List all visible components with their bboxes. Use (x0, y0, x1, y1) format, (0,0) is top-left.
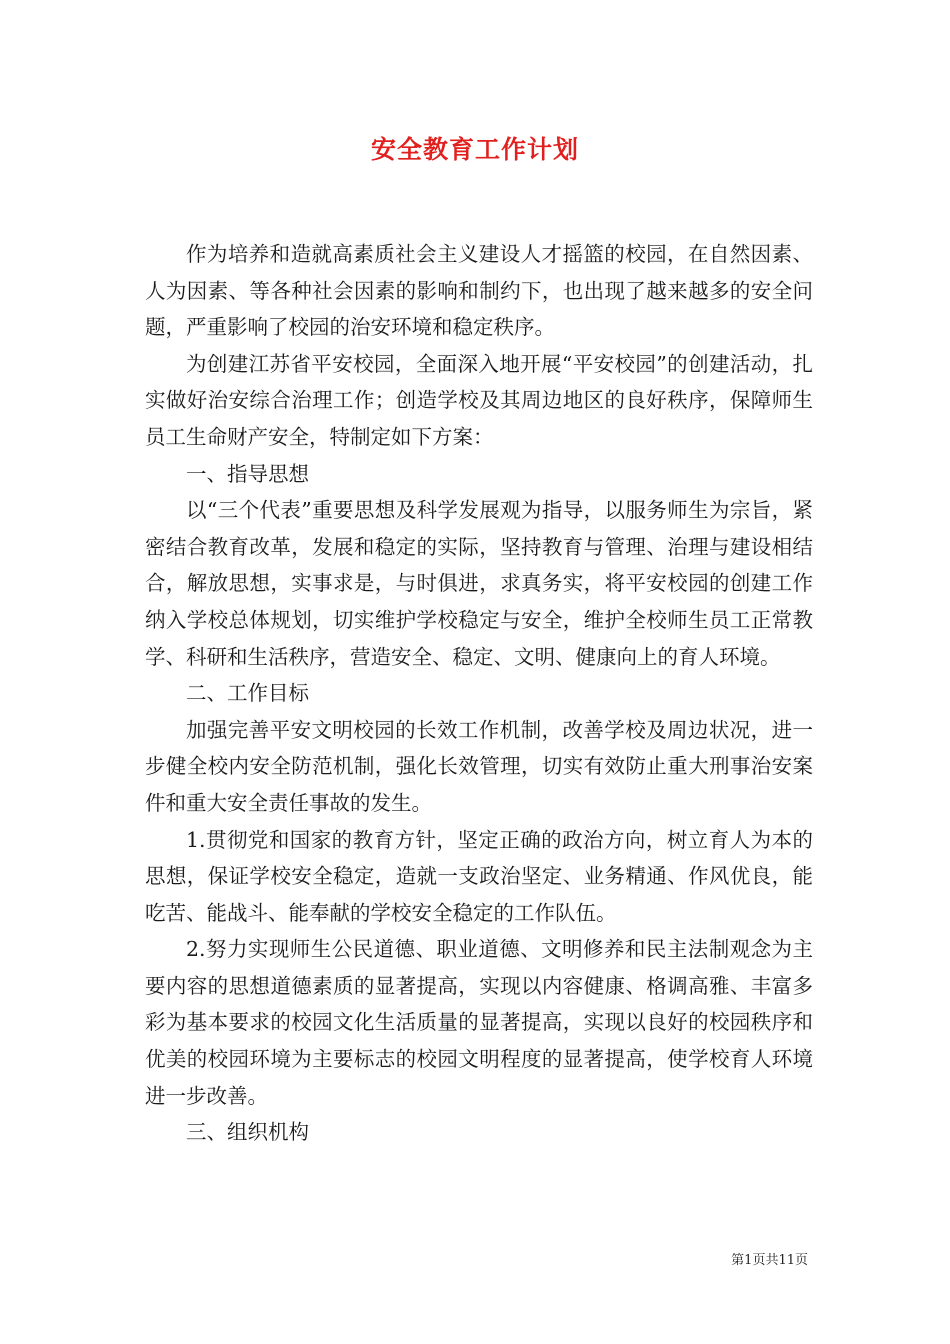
paragraph-purpose: 为创建江苏省平安校园，全面深入地开展“平安校园”的创建活动，扎实做好治安综合治理工作；创造学校及其周边地区的良好秩序，保障师生员工生命财产安全，特制定如下方案： (145, 351, 813, 449)
document-body (145, 236, 813, 1151)
document-title: 安全教育工作计划 (370, 135, 579, 164)
paragraph-guiding-thought: 以“三个代表”重要思想及科学发展观为指导，以服务师生为宗旨，紧密结合教育改革，发展和稳定的实际，坚持教育与管理、治理与建设相结合，解放思想，实事求是，与时俱进，求真务实，将平安校园的创建工作纳入学校总体规划，切实维护学校稳定与安全，维护全校师生员工正常教学、科研和生活秩序，营造安全、稳定、文明、健康向上的育人环境。 (145, 498, 813, 669)
paragraph-intro: 作为培养和造就高素质社会主义建设人才摇篮的校园，在自然因素、人为因素、等各种社会因素的影响和制约下，也出现了越来越多的安全问题，严重影响了校园的治安环境和稳定秩序。 (145, 242, 813, 340)
paragraph-work-goals: 加强完善平安文明校园的长效工作机制，改善学校及周边状况，进一步健全校内安全防范机制，强化长效管理，切实有效防止重大刑事治安案件和重大安全责任事故的发生。 (145, 717, 813, 815)
section-heading-organization: 三、组织机构 (186, 1120, 309, 1145)
section-heading-work-goals: 二、工作目标 (186, 681, 309, 706)
paragraph-goal-1: 1.贯彻党和国家的教育方针，坚定正确的政治方向，树立育人为本的思想，保证学校安全稳定，造就一支政治坚定、业务精通、作风优良，能吃苦、能战斗、能奉献的学校安全稳定的工作队伍。 (145, 827, 813, 925)
page-number: 第1页共11页 (731, 1253, 808, 1268)
section-heading-guiding-thought: 一、指导思想 (186, 461, 309, 486)
paragraph-goal-2: 2.努力实现师生公民道德、职业道德、文明修养和民主法制观念为主要内容的思想道德素质的显著提高，实现以内容健康、格调高雅、丰富多彩为基本要求的校园文化生活质量的显著提高，实现以良好的校园秩序和优美的校园环境为主要标志的校园文明程度的显著提高，使学校育人环境进一步改善。 (145, 937, 813, 1108)
